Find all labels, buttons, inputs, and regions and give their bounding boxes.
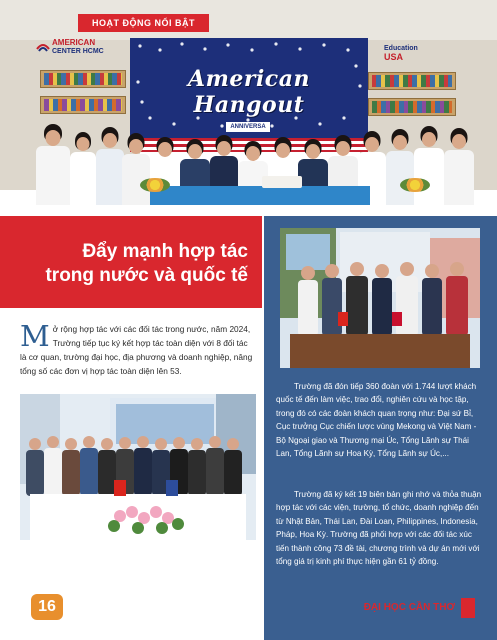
logo-edu-line2: USA bbox=[384, 52, 404, 62]
signing-ceremony-illustration bbox=[20, 394, 256, 540]
logo-edu-line1: Education bbox=[384, 45, 418, 52]
person bbox=[122, 130, 150, 205]
signing-ceremony-photo bbox=[20, 394, 256, 540]
footer-brand-text: ĐẠI HỌC CẦN THƠ bbox=[363, 602, 455, 613]
american-center-logo bbox=[52, 38, 124, 62]
logo-american-line2: CENTER HCMC bbox=[52, 48, 104, 55]
international-delegation-photo bbox=[280, 228, 480, 368]
sidebar-paragraph-1: Trường đã đón tiếp 360 đoàn với 1.744 lượt khách quốc tế đến làm việc, trao đổi, nghiên cứu và học tập, trong đó có các đoàn khách quan trọng như: Đại sứ Bỉ, Cục trưởng Cục chiến lược vùng Mekong và Việt Nam - Bộ Ngoại giao và Thương mại Úc, Tổng Lãnh sự Thái Lan, Tổng Lãnh sự Hoa Kỳ, Tổng Lãnh sự Úc,... bbox=[276, 382, 477, 459]
person bbox=[386, 126, 414, 205]
flower-arrangement bbox=[400, 178, 430, 192]
page-number: 16 bbox=[31, 594, 63, 620]
intro-paragraph bbox=[20, 319, 256, 378]
education-usa-logo bbox=[384, 44, 440, 68]
anniversary-sign: ANNIVERSA bbox=[226, 122, 270, 132]
section-tag: HOẠT ĐỘNG NỔI BẬT bbox=[78, 14, 209, 32]
footer-brand bbox=[364, 602, 475, 613]
book-row bbox=[372, 75, 452, 87]
article-title-line1: Đẩy mạnh hợp tác bbox=[82, 241, 248, 262]
article-title-box bbox=[0, 216, 262, 308]
flower-arrangement bbox=[140, 178, 170, 192]
blue-table bbox=[150, 186, 370, 205]
article-title bbox=[18, 240, 248, 288]
book-row bbox=[372, 101, 452, 113]
person bbox=[444, 124, 474, 205]
book-row bbox=[44, 99, 122, 111]
footer-brand-tab bbox=[461, 598, 475, 618]
ceiling bbox=[0, 0, 497, 40]
banner-title: American Hangout bbox=[188, 66, 310, 118]
delegation-illustration bbox=[280, 228, 480, 368]
cake bbox=[262, 176, 302, 188]
person bbox=[70, 128, 96, 205]
book-row bbox=[44, 73, 122, 85]
person bbox=[96, 124, 124, 205]
sidebar-paragraph-2: Trường đã ký kết 19 biên bản ghi nhớ và thỏa thuận hợp tác với các viện, trường, tổ chức, doanh nghiệp đến từ Nhật Bản, Thái Lan, Đài Loan, Philippines, Indonesia, Pháp, Hoa Kỳ. Trường đã phối hợp với các đối tác xúc tiến thành công 73 đề tài, chương trình và dự án mới với tổng giá trị kinh phí thực hiện gần 61 tỷ đồng. bbox=[276, 490, 482, 567]
drop-cap: M bbox=[20, 319, 50, 353]
american-center-mark-icon bbox=[36, 40, 50, 54]
person bbox=[36, 120, 70, 205]
intro-text: ở rộng hợp tác với các đối tác trong nước, năm 2024, Trường tiếp tục ký kết hợp tác toàn diện với 8 đối tác là cơ quan, trường đại học, địa phương và doanh nghiệp, nâng tổng số các đơn vị hợp tác toàn diện lên 53. bbox=[20, 324, 253, 376]
logo-american-line1: AMERICAN bbox=[52, 38, 96, 47]
article-title-line2: trong nước và quốc tế bbox=[45, 265, 248, 286]
person bbox=[414, 122, 444, 205]
hangout-event-photo bbox=[0, 0, 497, 205]
